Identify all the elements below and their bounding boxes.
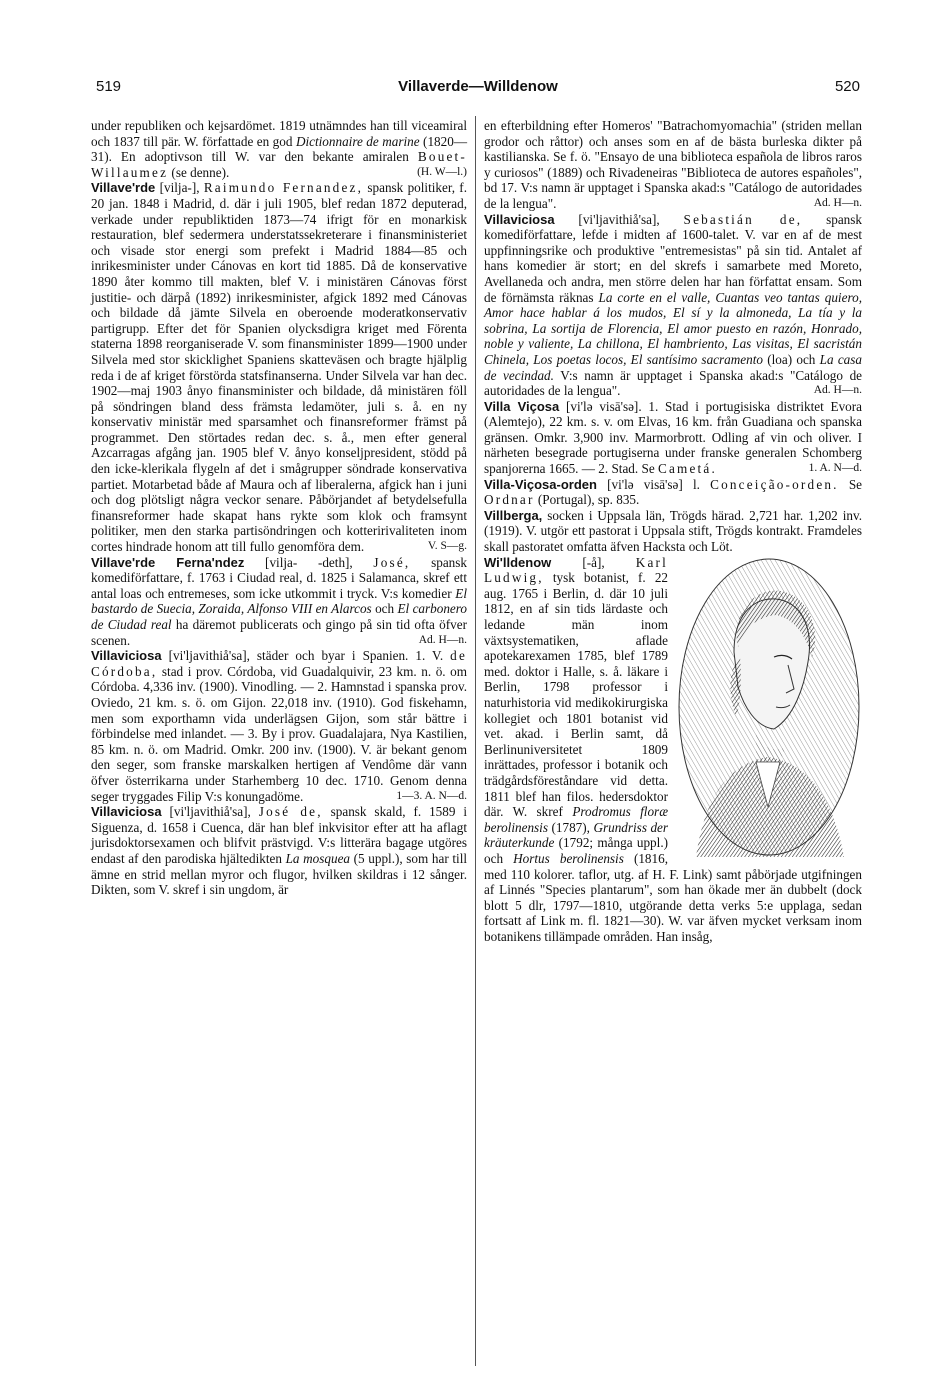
entry-villaviciosa-sebastian: Villaviciosa [vi'ljavithiå'sa], Sebastián de, spansk komediförfattare, lefde i midten af 1600-talet. V. var en af de mest uppfinningsrike och produktive "entremesistas" på sin tid. Antalet af hans komedier är stort; en del skrefs i samarbete med Moreto, Avellaneda och andra, men större delen har han författat ensam. Som de förnämsta räknas La corte en el valle, Cuantas veo tantas quiero, Amor hace hablar á los mudos, El sí y la almoneda, La tía y la sobrina, La sortija de Florencia, El amor puesto en razón, Honrado, noble y valiente, La chillona, El hambriento, Las visitas, El sacristán Chinela, Los poetas locos, El santísimo sacramento (loa) och La casa de vecindad. V:s namn är upptaget i Spanska akad:s "Catálogo de autoridades de la lengua". Ad. H—n. — [484, 211, 863, 399]
entry-villberga: Villberga, socken i Uppsala län, Trögds härad. 2,721 har. 1,202 inv. (1919). V. utgör ett pastorat i Uppsala stift, Trögds kontrakt. Framdeles skall pastoratet omfatta äfven Hacksta och Löt. — [484, 507, 863, 555]
entry-willdenow: Wi'lldenow [-å], Karl Ludwig, tysk botanist, f. 22 aug. 1765 i Berlin, d. där 10 juli 1812, en af sin tids lärdaste och ledande män inom växtsystematiken, aflade apotekarexamen 1785, blef 1789 med. doktor i Halle, s. å. läkare i Berlin, 1798 professor i naturhistoria vid medikokirurgiska kollegiet och 1801 botanist vid vet. akad. i Berlin samt, då Berlinuniversitetet 1809 inrättades, professor i botanik och trädgårdsföreståndare vid detta. 1811 blef han filos. hedersdoktor där. W. skref Prodromus floræ berolinensis (1787), Grundriss der kräuterkunde (1792; många uppl.) och Hortus berolinensis (1816, med 110 kolorer. taflor, utg. af H. F. Link) samt påbörjade utgifningen af Linnés "Species plantarum", som han ökade mer än dubbelt (dock blott 5 dlr, 1797—1810, utgörande detta verks 5:e upplaga, sedan fortsatt af Link m. fl. 1821—30). W. var äfven mycket verksam inom botanikens tillämpade områden. Han insåg, — [484, 554, 862, 944]
entry-headword: Villberga, — [484, 507, 543, 523]
entry-headword: Villa Viçosa — [484, 398, 560, 414]
author-signature: (H. W—l.) — [417, 165, 467, 178]
author-signature: Ad. H—n. — [813, 384, 862, 397]
entry-continuation: under republiken och kejsardömet. 1819 utnämndes han till viceamiral och 1837 till pär. W. författade en god Dictionnaire de marine (1820—31). En adoptivson till W. var den bekante amiralen Bouet-Willaumez (se denne). (H. W—l.) — [91, 118, 468, 180]
column-divider — [475, 116, 476, 1366]
entry-headword: Villa-Viçosa-orden — [484, 476, 597, 492]
author-signature: Ad. H—n. — [418, 633, 467, 646]
portrait-icon — [676, 557, 862, 857]
entry-continuation: en efterbildning efter Homeros' "Batrachomyomachia" (striden mellan grodor och råttor) och anses som en af de bästa burleska dikter på kastilianska. Se f. ö. "Ensayo de una biblioteca española de libros raros y curiosos" (1889) och Rivadeneiras "Biblioteca de autores españoles", bd 17. V:s namn är upptaget i Spanska akad:s "Catálogo de autoridades de la lengua". Ad. H—n. — [484, 118, 863, 211]
running-title: Villaverde—Willdenow — [398, 78, 558, 95]
author-signature: 1. A. N—d. — [808, 462, 862, 475]
entry-headword: Villave'rde Ferna'ndez — [91, 554, 245, 570]
entry-villaviciosa-jose: Villaviciosa [vi'ljavithiå'sa], José de, spansk skald, f. 1589 i Siguenza, d. 1658 i Cuenca, där han blef inkvisitor efter att ha aflagt jurisdoktorsexamen och blifvit prästvigd. V:s litterära bagage utgöres endast af den parodiska hjältedikten La mosquea (5 uppl.), som har till ämne en strid mellan myror och flugor, hvilken skildras i 12 sånger. Dikten, som V. skref i sin ungdom, är — [91, 804, 468, 898]
entry-headword: Villaviciosa — [91, 648, 162, 664]
entry-villa-vicosa-orden: Villa-Viçosa-orden [vi'lə visā'sə] l. Conceição-orden. Se Ordnar (Portugal), sp. 835. — [484, 476, 863, 508]
entry-villaviciosa-places: Villaviciosa [vi'ljavithiå'sa], städer och byar i Spanien. 1. V. de Córdoba, stad i prov. Córdoba, vid Guadalquivir, 23 km. n. ö. om Córdoba. 4,336 inv. (1900). Vinodling. — 2. Hamnstad i spanska prov. Oviedo, 21 km. s. ö. om Gijon. 22,018 inv. (1910). God fiskehamn, men som exporthamn vida underlägsen Gijon, som står bättre i förbindelse med inlandet. — 3. By i prov. Guadalajara, Nya Kastilien, 85 km. n. ö. om Madrid. Omkr. 200 inv. (1900). V. är bekant genom den seger, som franske marskalken hertigen af Vendôme där vann öfver österrikarna under Starhemberg 10 dec. 1710. Genom denna seger tryggades Filip V:s konungadöme. 1—3. A. N—d. — [91, 648, 468, 804]
author-signature: Ad. H—n. — [813, 196, 862, 209]
author-signature: V. S—g. — [427, 540, 467, 553]
entry-villa-vicosa: Villa Viçosa [vi'lə visā'sə]. 1. Stad i portugisiska distriktet Evora (Alemtejo), 22 km. s. v. om Elvas, 16 km. från Guadiana och spanska gränsen. Omkr. 3,900 inv. Marmorbrott. Odling af vin och oliver. I närheten besegrade portugiserna under franske generalen Schomberg spanjorerna 1665. — 2. Stad. Se Cametá. 1. A. N—d. — [484, 398, 863, 477]
entry-headword: Villaviciosa — [484, 211, 555, 227]
portrait-engraving — [676, 557, 862, 857]
page-number-right: 520 — [834, 78, 860, 95]
page-number-left: 519 — [96, 78, 122, 95]
entry-headword: Villaviciosa — [91, 804, 162, 820]
entry-headword: Wi'lldenow — [484, 554, 552, 570]
author-signature: 1—3. A. N—d. — [396, 789, 467, 802]
entry-headword: Villave'rde — [91, 180, 156, 196]
left-column — [91, 118, 467, 898]
page-header — [96, 78, 860, 102]
entry-villaverde-jose: Villave'rde Ferna'ndez [vilja- -deth], José, spansk komediförfattare, f. 1763 i Ciudad real, d. 1825 i Salamanca, skref ett antal loas och entremeses, som icke utkommit i tryck. V:s komedier El bastardo de Suecia, Zoraida, Alfonso VIII en Alarcos och El carbonero de Ciudad real ha däremot publicerats och gingo på sin tid ofta öfver scenen. Ad. H—n. — [91, 554, 468, 648]
right-column — [484, 118, 862, 944]
entry-villaverde-raimundo: Villave'rde [vilja-], Raimundo Fernandez, spansk politiker, f. 20 jan. 1848 i Madrid, d. där i juli 1905, blef redan 1872 deputerad, verkade under republiktiden 1873—74 ifrigt för en monarkisk restauration, blef sedermera understatssekreterare i finansministeriet och visade stor energi som prefekt i Madrid 1884—85 och inrikesminister under Cánovas en kort tid 1885. Då de konservative 1890 åter kommo till makten, blef V. i ministären Cánovas först justitie- och därpå (1892) inrikesminister, afgick 1892 med Cánovas och bildade då jämte Silvela en oberoende moderatkonservativ partigrupp. Efter det för Spanien olycksdigra kriget med Förenta staterna 1898 reorganiserade V. som finansminister 1899—1900 under Silvela med stor skicklighet Spaniens skatteväsen och bragte hjälplig reda i de af kriget förstörda statsfinanserna. Under Silvela var han dec. 1902—maj 1903 ånyo finansminister och bildade, då ministären föll på söndringen bland dess främsta ledamöter, juli s. å. en ny konservativ ministär med sparsamhet och finansreformer främst på programmet. Den störtades redan dec. s. å., men efter general Azcarragas afgång jan. 1905 blef V. ånyo konseljpresident, stödd på den icke-klerikala flygeln af det i smågrupper söndrade konservativa partiet. Motarbetad både af Maura och af liberalerna, afgick han i juni och dog plötsligt några veckor senare. Påbörjandet af betydelsefulla finansreformer hade skapat hans rykte som klok och framsynt politiker, men den starka partisöndringen och kotteririvaliteten inom cortes hindrade honom att till fullo genomföra dem. V. S—g. — [91, 180, 468, 555]
